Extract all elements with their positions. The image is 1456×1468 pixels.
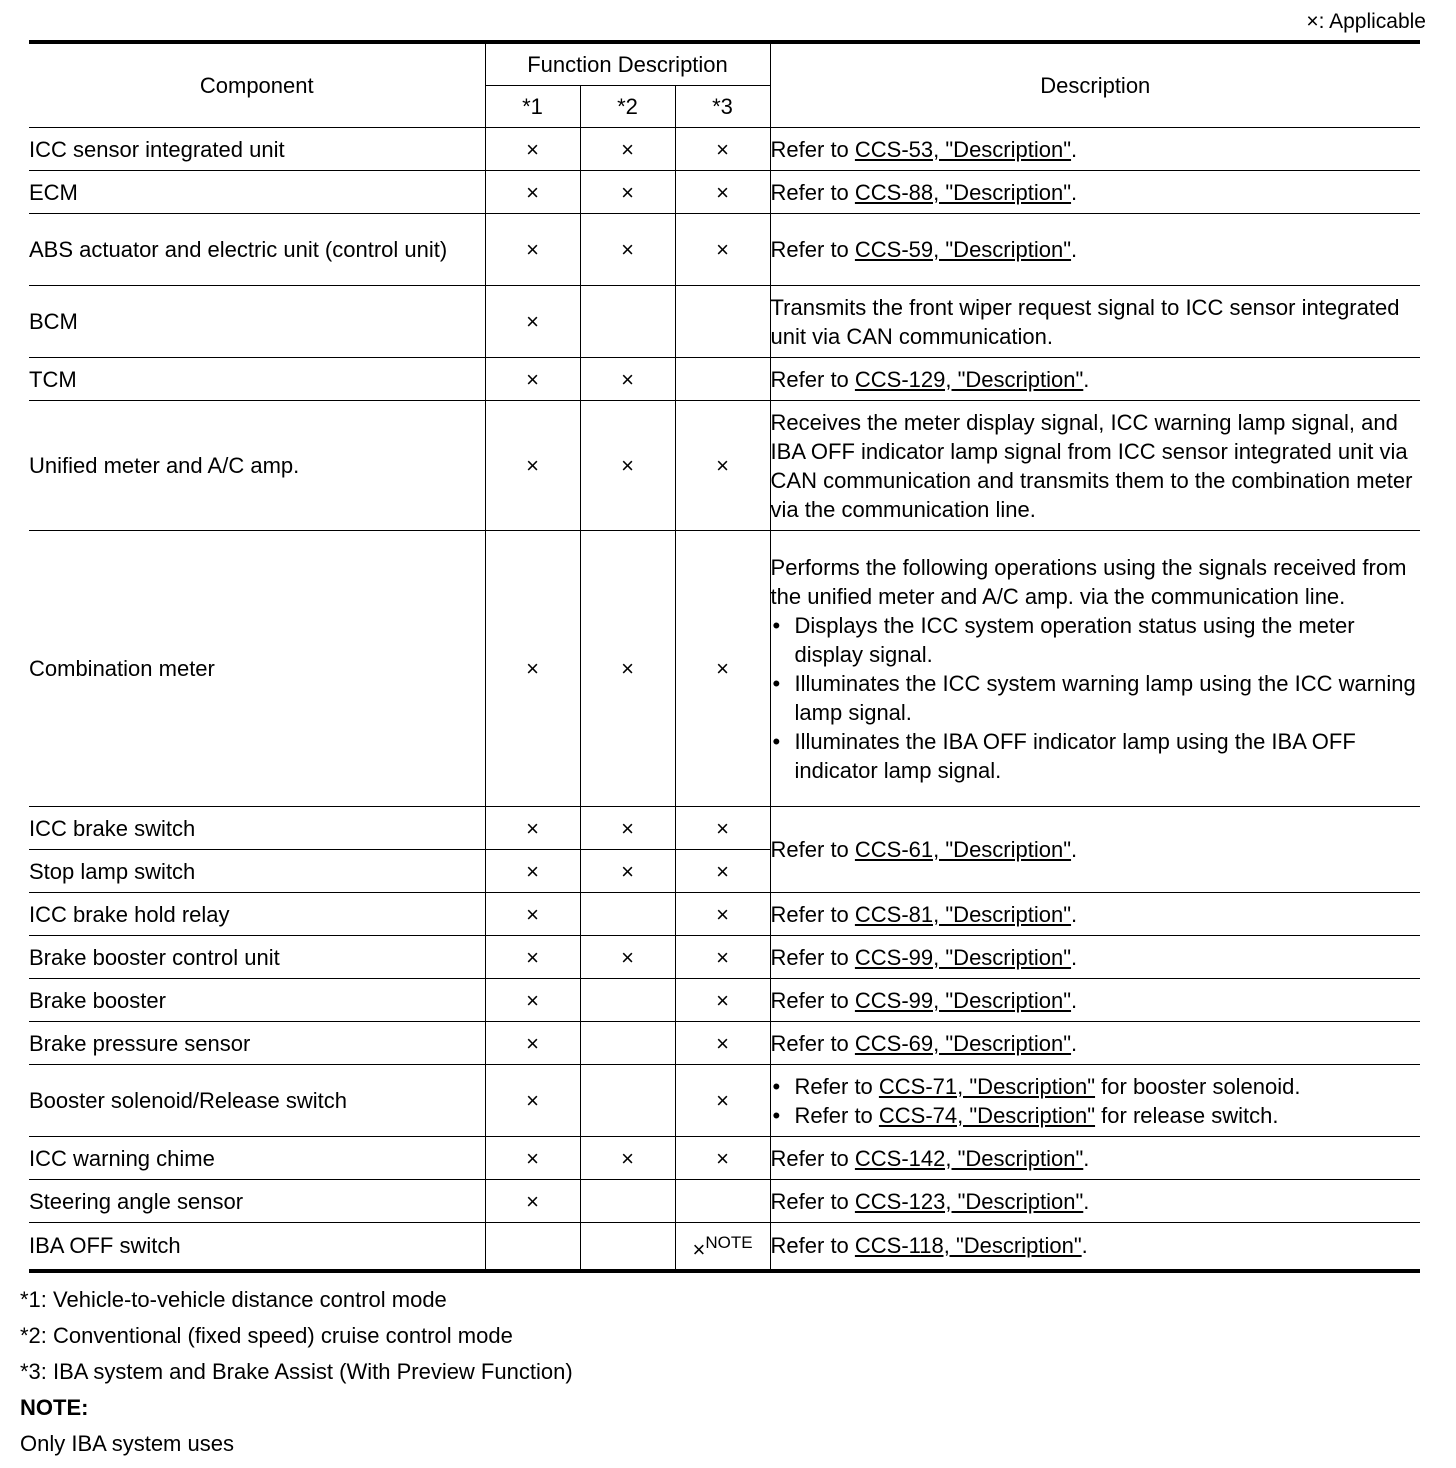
mark-col-3: × (675, 128, 770, 171)
reference-link[interactable]: CCS-81, "Description" (854, 901, 1072, 927)
description-prefix: Refer to (770, 366, 855, 392)
description-prefix: Refer to (794, 1102, 879, 1128)
description-suffix: . (1083, 1145, 1090, 1171)
mark-col-3 (675, 1223, 770, 1271)
reference-link[interactable]: CCS-118, "Description" (854, 1233, 1082, 1259)
note-superscript: NOTE (705, 1232, 753, 1252)
reference-link[interactable]: CCS-99, "Description" (854, 944, 1072, 970)
description-cell (770, 358, 1420, 401)
component-cell: Steering angle sensor (29, 1180, 485, 1223)
table-row (29, 936, 1420, 979)
description-prefix: Refer to (770, 179, 855, 205)
table-row (29, 1065, 1420, 1137)
description-prefix: Refer to (794, 1073, 879, 1099)
table-row (29, 979, 1420, 1022)
mark-col-1: × (485, 531, 580, 807)
component-cell: Stop lamp switch (29, 850, 485, 893)
description-cell (770, 171, 1420, 214)
mark-col-1: × (485, 214, 580, 286)
description-cell (770, 893, 1420, 936)
reference-link[interactable]: CCS-61, "Description" (854, 837, 1072, 862)
description-suffix: . (1081, 1233, 1088, 1259)
mark-col-3: × (675, 1137, 770, 1180)
mark-col-2: × (580, 401, 675, 531)
mark-col-1: × (485, 1137, 580, 1180)
mark-col-1: × (485, 979, 580, 1022)
table-row (29, 531, 1420, 807)
component-cell: ABS actuator and electric unit (control unit) (29, 214, 485, 286)
header-row-1 (29, 42, 1420, 86)
component-cell: Unified meter and A/C amp. (29, 401, 485, 531)
mark-col-3: × (675, 171, 770, 214)
mark-col-2 (580, 893, 675, 936)
description-prefix: Refer to (770, 1030, 855, 1056)
component-cell: Combination meter (29, 531, 485, 807)
description-cell (770, 531, 1420, 807)
description-cell (770, 1022, 1420, 1065)
footnotes (20, 1285, 573, 1465)
mark-col-2: × (580, 850, 675, 893)
component-cell: Brake booster control unit (29, 936, 485, 979)
bullet-list (771, 1072, 1421, 1130)
mark-col-1: × (485, 936, 580, 979)
mark-col-1: × (485, 401, 580, 531)
table-row (29, 128, 1420, 171)
description-suffix: . (1071, 237, 1078, 262)
reference-link[interactable]: CCS-71, "Description" (878, 1073, 1096, 1099)
mark-col-3: × (675, 1065, 770, 1137)
description-prefix: Refer to (770, 944, 855, 970)
description-prefix: Refer to (770, 1188, 855, 1214)
reference-link[interactable]: CCS-142, "Description" (854, 1145, 1084, 1171)
mark-col-3: × (675, 936, 770, 979)
description-cell: Receives the meter display signal, ICC warning lamp signal, and IBA OFF indicator lamp signal from ICC sensor integrated unit via CAN communication and transmits them to the combination meter via the communication line. (770, 401, 1420, 531)
mark-col-1: × (485, 286, 580, 358)
description-prefix: Refer to (770, 837, 855, 862)
description-cell (770, 936, 1420, 979)
mark-col-1: × (485, 850, 580, 893)
mark-col-2: × (580, 358, 675, 401)
mark-col-3: × (675, 401, 770, 531)
description-cell (770, 1223, 1420, 1271)
table-row (29, 1137, 1420, 1180)
mark-col-2: × (580, 171, 675, 214)
reference-link[interactable]: CCS-123, "Description" (854, 1188, 1084, 1214)
table-row (29, 358, 1420, 401)
table-row (29, 807, 1420, 850)
reference-link[interactable]: CCS-129, "Description" (854, 366, 1084, 392)
header-description: Description (770, 42, 1420, 128)
reference-link[interactable]: CCS-53, "Description" (854, 136, 1072, 162)
bullet-item: • Illuminates the IBA OFF indicator lamp using the IBA OFF indicator lamp signal. (771, 727, 1421, 785)
description-cell (770, 1065, 1420, 1137)
mark-col-2 (580, 1180, 675, 1223)
table-row (29, 401, 1420, 531)
mark-col-1: × (485, 1022, 580, 1065)
mark-col-2 (580, 1223, 675, 1271)
description-cell (770, 128, 1420, 171)
mark-col-3 (675, 1180, 770, 1223)
mark-col-3: × (675, 1022, 770, 1065)
mark-col-1: × (485, 893, 580, 936)
component-cell: BCM (29, 286, 485, 358)
description-intro: Performs the following operations using the signals received from the unified meter and A/C amp. via the communication line. (770, 554, 1407, 609)
mark-col-1: × (485, 358, 580, 401)
header-col-1: *1 (485, 86, 580, 128)
mark-col-1: × (485, 807, 580, 850)
description-prefix: Refer to (770, 987, 855, 1013)
component-cell: IBA OFF switch (29, 1223, 485, 1271)
description-prefix: Refer to (770, 1233, 855, 1259)
mark-col-1: × (485, 1180, 580, 1223)
note-label: NOTE: (20, 1395, 89, 1420)
description-cell (770, 807, 1420, 893)
table-row (29, 893, 1420, 936)
table-row (29, 1022, 1420, 1065)
component-cell: Brake pressure sensor (29, 1022, 485, 1065)
description-suffix: . (1071, 987, 1078, 1013)
mark-col-3: × (675, 214, 770, 286)
description-prefix: Refer to (770, 901, 855, 927)
note-text: Only IBA system uses (20, 1431, 234, 1456)
description-suffix: . (1071, 944, 1078, 970)
footnote-3: *3: IBA system and Brake Assist (With Preview Function) (20, 1359, 573, 1384)
mark-col-3: × (675, 807, 770, 850)
description-suffix: . (1083, 366, 1090, 392)
mark-col-3: × (675, 979, 770, 1022)
description-cell (770, 214, 1420, 286)
header-col-3: *3 (675, 86, 770, 128)
table-row (29, 171, 1420, 214)
description-prefix: Refer to (770, 1145, 855, 1171)
mark-col-2 (580, 1065, 675, 1137)
mark-col-2: × (580, 936, 675, 979)
mark-col-2: × (580, 128, 675, 171)
description-suffix: for booster solenoid. (1095, 1073, 1301, 1099)
applicable-legend: ×: Applicable (1306, 10, 1426, 33)
component-cell: ECM (29, 171, 485, 214)
mark-col-2 (580, 979, 675, 1022)
footnote-1: *1: Vehicle-to-vehicle distance control mode (20, 1287, 447, 1312)
component-cell: Booster solenoid/Release switch (29, 1065, 485, 1137)
reference-link[interactable]: CCS-99, "Description" (854, 987, 1072, 1013)
bullet-item (771, 1101, 1421, 1130)
table-row (29, 214, 1420, 286)
description-cell (770, 979, 1420, 1022)
applicable-mark: × (692, 1236, 706, 1262)
header-component: Component (29, 42, 485, 128)
bullet-item (771, 1072, 1421, 1101)
component-cell: Brake booster (29, 979, 485, 1022)
mark-col-3: × (675, 893, 770, 936)
description-suffix: for release switch. (1095, 1102, 1279, 1128)
header-function-description: Function Description (485, 42, 770, 86)
mark-col-3: × (675, 850, 770, 893)
description-suffix: . (1071, 179, 1078, 205)
mark-col-1 (485, 1223, 580, 1271)
description-cell: Transmits the front wiper request signal to ICC sensor integrated unit via CAN communication. (770, 286, 1420, 358)
mark-col-3 (675, 286, 770, 358)
component-function-table (29, 40, 1420, 1273)
mark-col-2: × (580, 1137, 675, 1180)
mark-col-2 (580, 286, 675, 358)
bullet-item: • Illuminates the ICC system warning lamp using the ICC warning lamp signal. (771, 669, 1421, 727)
reference-link[interactable]: CCS-74, "Description" (878, 1102, 1096, 1128)
description-suffix: . (1071, 136, 1078, 162)
mark-col-3 (675, 358, 770, 401)
mark-col-2 (580, 1022, 675, 1065)
mark-col-2: × (580, 214, 675, 286)
description-suffix: . (1071, 1030, 1078, 1056)
mark-col-1: × (485, 128, 580, 171)
mark-col-3: × (675, 531, 770, 807)
mark-col-1: × (485, 171, 580, 214)
table-row (29, 1223, 1420, 1271)
component-cell: TCM (29, 358, 485, 401)
bullet-list (771, 611, 1421, 785)
description-suffix: . (1071, 837, 1078, 862)
description-prefix: Refer to (770, 136, 855, 162)
description-prefix: Refer to (770, 237, 855, 262)
component-cell: ICC sensor integrated unit (29, 128, 485, 171)
reference-link[interactable]: CCS-69, "Description" (854, 1030, 1072, 1056)
mark-col-2: × (580, 531, 675, 807)
mark-col-2: × (580, 807, 675, 850)
reference-link[interactable]: CCS-59, "Description" (854, 237, 1072, 262)
component-cell: ICC brake hold relay (29, 893, 485, 936)
reference-link[interactable]: CCS-88, "Description" (854, 179, 1072, 205)
table-row (29, 1180, 1420, 1223)
description-cell (770, 1180, 1420, 1223)
footnote-2: *2: Conventional (fixed speed) cruise control mode (20, 1323, 513, 1348)
description-suffix: . (1071, 901, 1078, 927)
component-cell: ICC brake switch (29, 807, 485, 850)
header-col-2: *2 (580, 86, 675, 128)
bullet-item: • Displays the ICC system operation status using the meter display signal. (771, 611, 1421, 669)
description-cell (770, 1137, 1420, 1180)
mark-col-1: × (485, 1065, 580, 1137)
description-suffix: . (1083, 1188, 1090, 1214)
component-cell: ICC warning chime (29, 1137, 485, 1180)
table-row (29, 286, 1420, 358)
